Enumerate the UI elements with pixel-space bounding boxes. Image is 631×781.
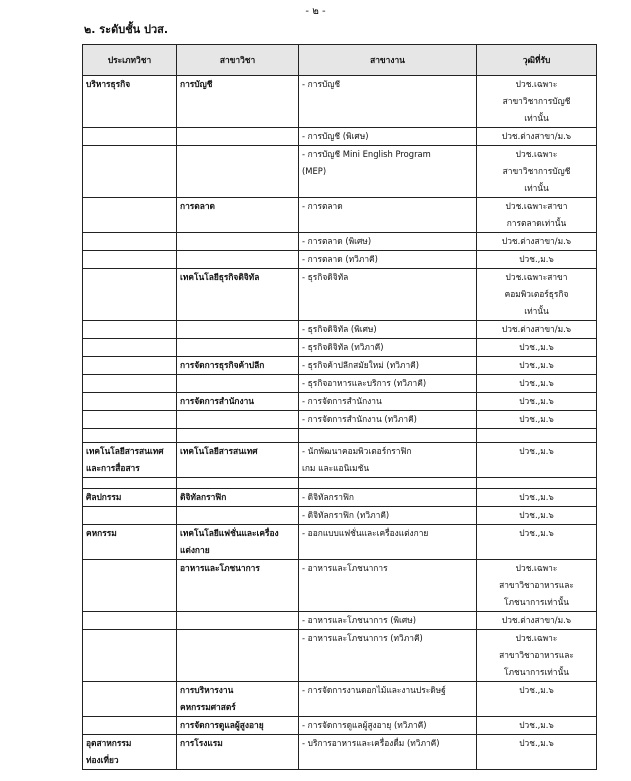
category-cell: คหกรรม bbox=[83, 525, 177, 560]
qualification-cell: ปวช.,ม.๖ bbox=[477, 525, 597, 560]
category-cell bbox=[83, 411, 177, 429]
qualification-cell: ปวช.ต่างสาขา/ม.๖ bbox=[477, 233, 597, 251]
table-row bbox=[83, 233, 597, 251]
spacer-cell bbox=[177, 478, 299, 489]
major-cell bbox=[177, 321, 299, 339]
qualification-cell: ปวช.,ม.๖ bbox=[477, 735, 597, 770]
header-field: สาขางาน bbox=[299, 45, 477, 76]
category-cell bbox=[83, 717, 177, 735]
table-row bbox=[83, 339, 597, 357]
header-qualification: วุฒิที่รับ bbox=[477, 45, 597, 76]
category-cell bbox=[83, 146, 177, 198]
field-cell: - ดิจิทัลกราฟิก bbox=[299, 489, 477, 507]
table-row bbox=[83, 489, 597, 507]
qualification-cell: ปวช.เฉพาะ สาขาวิชาอาหารและ โภชนาการเท่านั้น bbox=[477, 630, 597, 682]
field-cell: - การจัดการงานดอกไม้และงานประดิษฐ์ bbox=[299, 682, 477, 717]
spacer-cell bbox=[299, 429, 477, 443]
major-cell bbox=[177, 612, 299, 630]
major-cell: การบัญชี bbox=[177, 76, 299, 128]
category-cell: ศิลปกรรม bbox=[83, 489, 177, 507]
field-cell: - การบัญชี bbox=[299, 76, 477, 128]
major-cell: การตลาด bbox=[177, 198, 299, 233]
field-cell: - การตลาด (พิเศษ) bbox=[299, 233, 477, 251]
qualification-cell: ปวช.,ม.๖ bbox=[477, 507, 597, 525]
qualification-cell: ปวช.,ม.๖ bbox=[477, 339, 597, 357]
category-cell bbox=[83, 357, 177, 375]
category-cell bbox=[83, 682, 177, 717]
table-row bbox=[83, 251, 597, 269]
field-cell: - ธุรกิจดิจิทัล (ทวิภาคี) bbox=[299, 339, 477, 357]
major-cell bbox=[177, 375, 299, 393]
major-cell bbox=[177, 630, 299, 682]
qualification-cell: ปวช.,ม.๖ bbox=[477, 717, 597, 735]
field-cell: - บริการอาหารและเครื่องดื่ม (ทวิภาคี) bbox=[299, 735, 477, 770]
category-cell bbox=[83, 321, 177, 339]
field-cell: - การตลาด bbox=[299, 198, 477, 233]
qualification-cell: ปวช.,ม.๖ bbox=[477, 489, 597, 507]
qualification-cell: ปวช.,ม.๖ bbox=[477, 357, 597, 375]
table-row bbox=[83, 321, 597, 339]
table-row bbox=[83, 612, 597, 630]
table-row bbox=[83, 411, 597, 429]
major-cell bbox=[177, 233, 299, 251]
table-row bbox=[83, 146, 597, 198]
table-row bbox=[83, 507, 597, 525]
qualification-cell: ปวช.ต่างสาขา/ม.๖ bbox=[477, 321, 597, 339]
major-cell bbox=[177, 411, 299, 429]
field-cell: - การบัญชี (พิเศษ) bbox=[299, 128, 477, 146]
field-cell: - การบัญชี Mini English Program (MEP) bbox=[299, 146, 477, 198]
field-cell: - อาหารและโภชนาการ (ทวิภาคี) bbox=[299, 630, 477, 682]
table-row bbox=[83, 682, 597, 717]
major-cell: ดิจิทัลกราฟิก bbox=[177, 489, 299, 507]
table-header-row bbox=[83, 45, 597, 76]
category-cell bbox=[83, 612, 177, 630]
header-category: ประเภทวิชา bbox=[83, 45, 177, 76]
major-cell bbox=[177, 251, 299, 269]
category-cell bbox=[83, 251, 177, 269]
spacer-cell bbox=[83, 429, 177, 443]
program-table bbox=[82, 44, 597, 770]
field-cell: - ดิจิทัลกราฟิก (ทวิภาคี) bbox=[299, 507, 477, 525]
qualification-cell: ปวช.เฉพาะ สาขาวิชาการบัญชี เท่านั้น bbox=[477, 76, 597, 128]
category-cell bbox=[83, 507, 177, 525]
major-cell: เทคโนโลยีสารสนเทศ bbox=[177, 443, 299, 478]
category-cell bbox=[83, 339, 177, 357]
spacer-row bbox=[83, 429, 597, 443]
category-cell bbox=[83, 233, 177, 251]
major-cell bbox=[177, 146, 299, 198]
qualification-cell: ปวช.,ม.๖ bbox=[477, 375, 597, 393]
spacer-cell bbox=[299, 478, 477, 489]
spacer-cell bbox=[83, 478, 177, 489]
spacer-row bbox=[83, 478, 597, 489]
table-row bbox=[83, 525, 597, 560]
qualification-cell: ปวช.เฉพาะสาขา การตลาดเท่านั้น bbox=[477, 198, 597, 233]
major-cell bbox=[177, 128, 299, 146]
qualification-cell: ปวช.,ม.๖ bbox=[477, 443, 597, 478]
qualification-cell: ปวช.เฉพาะสาขา คอมพิวเตอร์ธุรกิจ เท่านั้น bbox=[477, 269, 597, 321]
table-row bbox=[83, 560, 597, 612]
major-cell: เทคโนโลยีธุรกิจดิจิทัล bbox=[177, 269, 299, 321]
qualification-cell: ปวช.,ม.๖ bbox=[477, 682, 597, 717]
qualification-cell: ปวช.,ม.๖ bbox=[477, 411, 597, 429]
header-major: สาขาวิชา bbox=[177, 45, 299, 76]
field-cell: - ออกแบบแฟชั่นและเครื่องแต่งกาย bbox=[299, 525, 477, 560]
field-cell: - การจัดการสำนักงาน (ทวิภาคี) bbox=[299, 411, 477, 429]
table-row bbox=[83, 269, 597, 321]
major-cell: การจัดการดูแลผู้สูงอายุ bbox=[177, 717, 299, 735]
field-cell: - ธุรกิจค้าปลีกสมัยใหม่ (ทวิภาคี) bbox=[299, 357, 477, 375]
major-cell bbox=[177, 507, 299, 525]
category-cell bbox=[83, 560, 177, 612]
field-cell: - อาหารและโภชนาการ bbox=[299, 560, 477, 612]
spacer-cell bbox=[477, 478, 597, 489]
qualification-cell: ปวช.เฉพาะ สาขาวิชาการบัญชี เท่านั้น bbox=[477, 146, 597, 198]
field-cell: - การจัดการสำนักงาน bbox=[299, 393, 477, 411]
field-cell: - ธุรกิจดิจิทัล (พิเศษ) bbox=[299, 321, 477, 339]
category-cell: บริหารธุรกิจ bbox=[83, 76, 177, 128]
category-cell bbox=[83, 198, 177, 233]
table-row bbox=[83, 128, 597, 146]
section-heading: ๒. ระดับชั้น ปวส. bbox=[84, 23, 169, 36]
field-cell: - การจัดการดูแลผู้สูงอายุ (ทวิภาคี) bbox=[299, 717, 477, 735]
table-row bbox=[83, 630, 597, 682]
category-cell: อุตสาหกรรม ท่องเที่ยว bbox=[83, 735, 177, 770]
table-row bbox=[83, 393, 597, 411]
category-cell: เทคโนโลยีสารสนเทศ และการสื่อสาร bbox=[83, 443, 177, 478]
table-row bbox=[83, 357, 597, 375]
major-cell bbox=[177, 339, 299, 357]
table-row bbox=[83, 198, 597, 233]
page-number: - ๒ - bbox=[305, 6, 326, 17]
table-row bbox=[83, 443, 597, 478]
major-cell: การจัดการธุรกิจค้าปลีก bbox=[177, 357, 299, 375]
category-cell bbox=[83, 630, 177, 682]
table-row bbox=[83, 717, 597, 735]
major-cell: อาหารและโภชนาการ bbox=[177, 560, 299, 612]
major-cell: การโรงแรม bbox=[177, 735, 299, 770]
field-cell: - นักพัฒนาคอมพิวเตอร์กราฟิก เกม และแอนิเมชัน bbox=[299, 443, 477, 478]
spacer-cell bbox=[477, 429, 597, 443]
qualification-cell: ปวช.เฉพาะ สาขาวิชาอาหารและ โภชนาการเท่านั้น bbox=[477, 560, 597, 612]
field-cell: - อาหารและโภชนาการ (พิเศษ) bbox=[299, 612, 477, 630]
qualification-cell: ปวช.,ม.๖ bbox=[477, 251, 597, 269]
table-row bbox=[83, 76, 597, 128]
qualification-cell: ปวช.ต่างสาขา/ม.๖ bbox=[477, 612, 597, 630]
qualification-cell: ปวช.ต่างสาขา/ม.๖ bbox=[477, 128, 597, 146]
field-cell: - ธุรกิจดิจิทัล bbox=[299, 269, 477, 321]
field-cell: - ธุรกิจอาหารและบริการ (ทวิภาคี) bbox=[299, 375, 477, 393]
category-cell bbox=[83, 128, 177, 146]
table-row bbox=[83, 375, 597, 393]
table-row bbox=[83, 735, 597, 770]
category-cell bbox=[83, 269, 177, 321]
field-cell: - การตลาด (ทวิภาคี) bbox=[299, 251, 477, 269]
category-cell bbox=[83, 375, 177, 393]
major-cell: เทคโนโลยีแฟชั่นและเครื่อง แต่งกาย bbox=[177, 525, 299, 560]
qualification-cell: ปวช.,ม.๖ bbox=[477, 393, 597, 411]
major-cell: การจัดการสำนักงาน bbox=[177, 393, 299, 411]
spacer-cell bbox=[177, 429, 299, 443]
category-cell bbox=[83, 393, 177, 411]
major-cell: การบริหารงาน คหกรรมศาสตร์ bbox=[177, 682, 299, 717]
